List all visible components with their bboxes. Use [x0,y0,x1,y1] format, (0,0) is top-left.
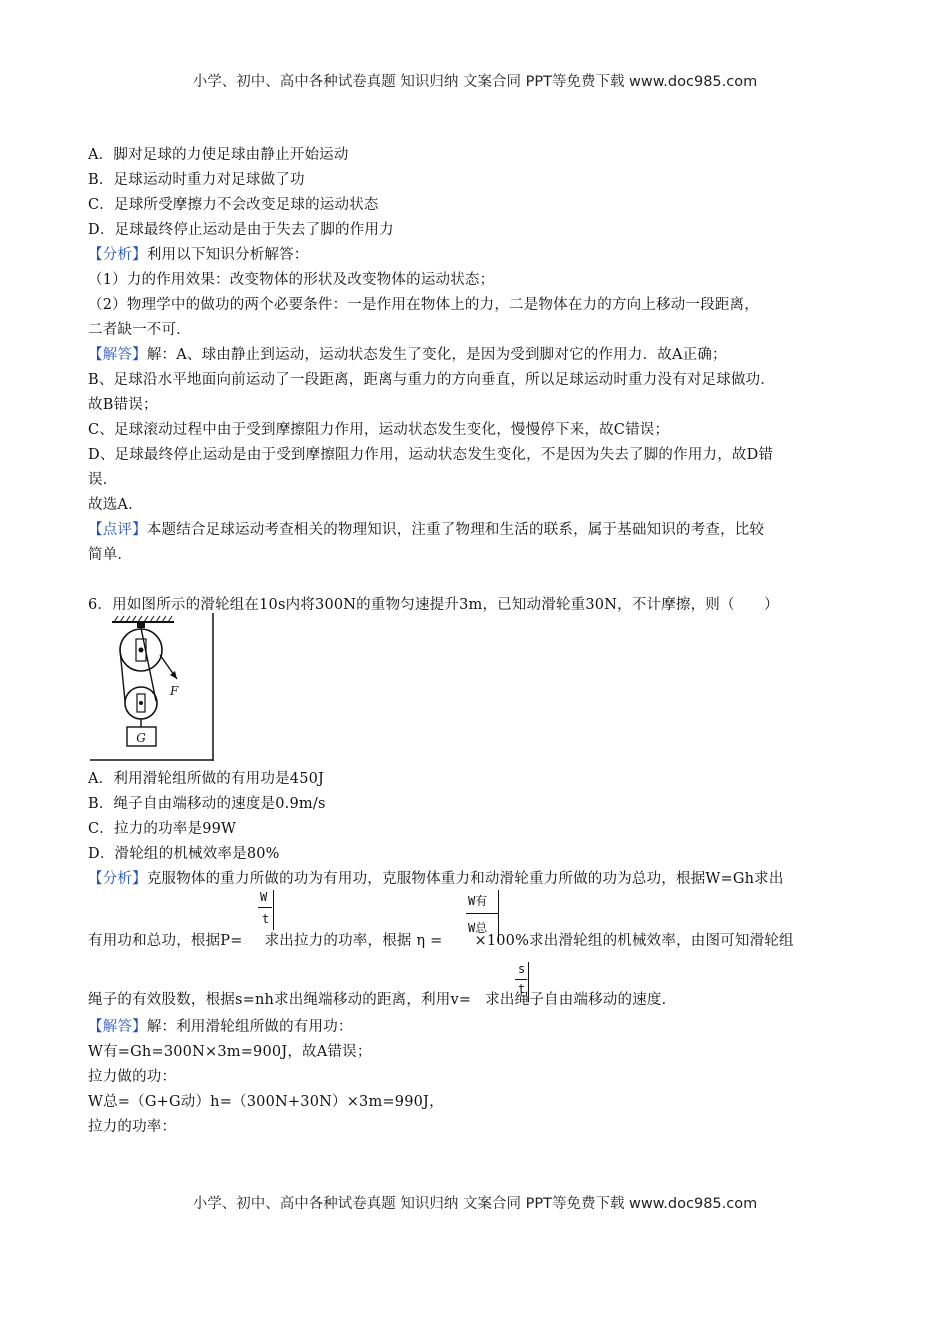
rope-middle [141,628,156,701]
q5-option-b: B．足球运动时重力对足球做了功 [88,172,305,188]
analysis-line3-part1: 绳子的有效股数，根据s=nh求出绳端移动的距离，利用v= [88,992,472,1008]
q6-option-a: A．利用滑轮组所做的有用功是450J [88,771,325,787]
q6-useful-work: W有=Gh=300N×3m=900J，故A错误； [88,1044,372,1060]
q5-answer-d: D、足球最终停止运动是由于受到摩擦阻力作用，运动状态发生变化，不是因为失去了脚的作用力，故D错 [88,447,774,463]
q5-answer-c: C、足球滚动过程中由于受到摩擦阻力作用，运动状态发生变化，慢慢停下来，故C错误； [88,422,670,438]
q5-analysis-point-1: （1）力的作用效果：改变物体的形状及改变物体的运动状态； [88,272,495,288]
frac-power-edge [273,890,274,930]
analysis-line2-part1: 有用功和总功，根据P= [88,933,243,949]
q5-comment-cont: 简单． [88,547,133,563]
frac-eff-num: W有 [468,894,488,908]
q6-stem: 6．用如图所示的滑轮组在10s内将300N的重物匀速提升3m，已知动滑轮重30N，不计摩擦，则（ ） [88,597,779,613]
q5-comment-line [88,520,764,540]
q5-analysis-point-2-cont: 二者缺一不可． [88,322,191,338]
analysis-line3-part2: 求出绳子自由端移动的速度． [485,992,677,1008]
frac-speed-den: t [518,982,526,996]
q6-work-label: 拉力做的功： [88,1069,177,1085]
q5-analysis-point-2: （2）物理学中的做功的两个必要条件：一是作用在物体上的力，二是物体在力的方向上移动一段距离， [88,297,759,313]
analysis-line2-part3: ×100%求出滑轮组的机械效率，由图可知滑轮组 [474,933,794,949]
page-header: 小学、初中、高中各种试卷真题 知识归纳 文案合同 PPT等免费下载 www.doc985.com [192,74,758,90]
movable-pulley-axle [139,701,143,705]
frac-speed-num: s [518,962,526,976]
q5-answer-b-cont: 故B错误； [88,397,158,413]
page-footer: 小学、初中、高中各种试卷真题 知识归纳 文案合同 PPT等免费下载 www.doc985.com [192,1196,758,1212]
answer-tag: 【解答】 [88,347,147,363]
pulley-figure [90,613,214,761]
force-label: F [170,684,179,698]
answer-text: 解：利用滑轮组所做的有用功： [146,1019,353,1035]
q6-total-work: W总=（G+G动）h=（300N+30N）×3m=990J， [88,1094,444,1110]
frac-power-bar [258,907,272,908]
q6-option-c: C．拉力的功率是99W [88,821,237,837]
frac-speed-bar [515,979,527,980]
q6-power-label: 拉力的功率： [88,1119,177,1135]
force-arrowhead [170,671,177,679]
q5-option-d: D．足球最终停止运动是由于失去了脚的作用力 [88,222,394,238]
q6-analysis-line2 [88,931,794,951]
rope-left [120,650,125,701]
pulley-diagram [90,613,214,761]
analysis-text: 克服物体的重力所做的功为有用功，克服物体重力和动滑轮重力所做的功为总功，根据W=Gh求出 [146,871,784,887]
fixed-pulley-axle [139,648,144,653]
q5-option-c: C．足球所受摩擦力不会改变足球的运动状态 [88,197,379,213]
analysis-tag: 【分析】 [88,247,147,263]
q6-option-d: D．滑轮组的机械效率是80% [88,846,280,862]
analysis-text: 利用以下知识分析解答： [146,247,309,263]
q5-answer-line [88,345,727,365]
q5-answer-b: B、足球沿水平地面向前运动了一段距离，距离与重力的方向垂直，所以足球运动时重力没有对足球做功． [88,372,776,388]
frac-eff-den: W总 [468,921,488,935]
fixed-pulley-mount [137,622,145,628]
answer-tag: 【解答】 [88,1019,147,1035]
q5-answer-d-cont: 误． [88,472,118,488]
comment-tag: 【点评】 [88,522,147,538]
q5-option-a: A．脚对足球的力使足球由静止开始运动 [88,147,349,163]
comment-text: 本题结合足球运动考查相关的物理知识，注重了物理和生活的联系，属于基础知识的考查，比较 [146,522,765,538]
q5-analysis-line [88,245,309,265]
q6-analysis-line3 [88,990,676,1010]
q6-answer-line [88,1017,353,1037]
q6-option-b: B．绳子自由端移动的速度是0.9m/s [88,796,326,812]
frac-eff-bar [466,913,498,914]
q6-analysis-line1 [88,869,784,889]
analysis-line2-part2: 求出拉力的功率，根据 η = [264,933,443,949]
frac-power-den: t [262,912,270,926]
frac-power-num: W [260,890,268,904]
analysis-tag: 【分析】 [88,871,147,887]
weight-label: G [136,731,146,745]
answer-text: 解：A、球由静止到运动，运动状态发生了变化，是因为受到脚对它的作用力．故A正确； [146,347,727,363]
q5-choice: 故选A． [88,497,143,513]
